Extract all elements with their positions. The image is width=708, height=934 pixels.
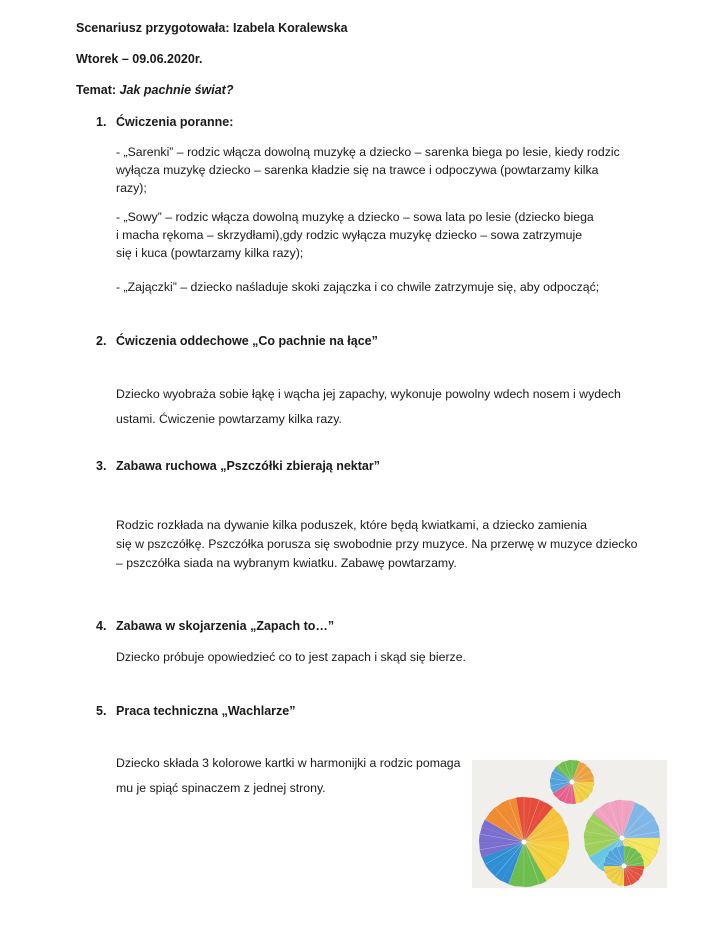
- author-line: Scenariusz przygotowała: Izabela Koralewska: [76, 21, 348, 35]
- section-4-title: Zabawa w skojarzenia „Zapach to…”: [116, 619, 335, 633]
- topic-line: [76, 83, 233, 97]
- text-line: się w pszczółkę. Pszczółka porusza się swobodnie przy muzyce. Na przerwę w muzyce dziecko: [116, 537, 638, 551]
- text-line: ustami. Ćwiczenie powtarzamy kilka razy.: [116, 412, 342, 426]
- paper-fans-photo: [472, 760, 667, 888]
- text-line: - „Zajączki” – dziecko naśladuje skoki zajączka i co chwile zatrzymuje się, aby odpocząć;: [116, 280, 600, 294]
- section-2-number: 2.: [96, 334, 107, 348]
- section-5-number: 5.: [96, 704, 107, 718]
- text-line: Rodzic rozkłada na dywanie kilka poduszek, które będą kwiatkami, a dziecko zamienia: [116, 518, 587, 532]
- section-3-title: Zabawa ruchowa „Pszczółki zbierają nektar”: [116, 459, 380, 473]
- section-3-paragraph: [116, 516, 637, 573]
- text-line: i macha rękoma – skrzydłami),gdy rodzic wyłącza muzykę dziecko – sowa zatrzymuje: [116, 228, 583, 242]
- section-1-number: 1.: [96, 115, 107, 129]
- text-line: - „Sowy” – rodzic włącza dowolną muzykę a dziecko – sowa lata po lesie (dziecko biega: [116, 210, 594, 224]
- text-line: Dziecko składa 3 kolorowe kartki w harmonijki a rodzic pomaga: [116, 756, 461, 770]
- section-4-number: 4.: [96, 619, 107, 633]
- section-2-title: Ćwiczenia oddechowe „Co pachnie na łące”: [116, 334, 378, 348]
- section-1-paragraph-3: [116, 278, 599, 296]
- section-5-title: Praca techniczna „Wachlarze”: [116, 704, 296, 718]
- text-line: razy);: [116, 181, 147, 195]
- text-line: Dziecko próbuje opowiedzieć co to jest zapach i skąd się bierze.: [116, 650, 466, 664]
- section-3-number: 3.: [96, 459, 107, 473]
- text-line: Dziecko wyobraża sobie łąkę i wącha jej zapachy, wykonuje powolny wdech nosem i wydech: [116, 387, 621, 401]
- section-2-paragraph: [116, 382, 621, 432]
- date-line: Wtorek – 09.06.2020r.: [76, 52, 203, 66]
- text-line: – pszczółka siada na wybranym kwiatku. Zabawę powtarzamy.: [116, 556, 457, 570]
- section-5-paragraph: [116, 751, 460, 801]
- text-line: mu je spiąć spinaczem z jednej strony.: [116, 781, 326, 795]
- text-line: - „Sarenki” – rodzic włącza dowolną muzykę a dziecko – sarenka biega po lesie, kiedy rodzic: [116, 145, 620, 159]
- fan-small-top: [550, 760, 594, 804]
- fan-large: [479, 797, 569, 887]
- text-line: się i kuca (powtarzamy kilka razy);: [116, 246, 304, 260]
- topic-label: Temat:: [76, 83, 120, 97]
- section-1-paragraph-2: [116, 208, 594, 262]
- topic-value: Jak pachnie świat?: [119, 83, 234, 97]
- section-1-title: Ćwiczenia poranne:: [116, 115, 234, 129]
- text-line: wyłącza muzykę dziecko – sarenka kładzie się na trawce i odpoczywa (powtarzamy kilka: [116, 163, 599, 177]
- paper-fans-illustration: [472, 760, 667, 888]
- section-4-paragraph: [116, 648, 466, 666]
- section-1-paragraph-1: [116, 143, 620, 197]
- fan-bottom-right: [604, 846, 644, 886]
